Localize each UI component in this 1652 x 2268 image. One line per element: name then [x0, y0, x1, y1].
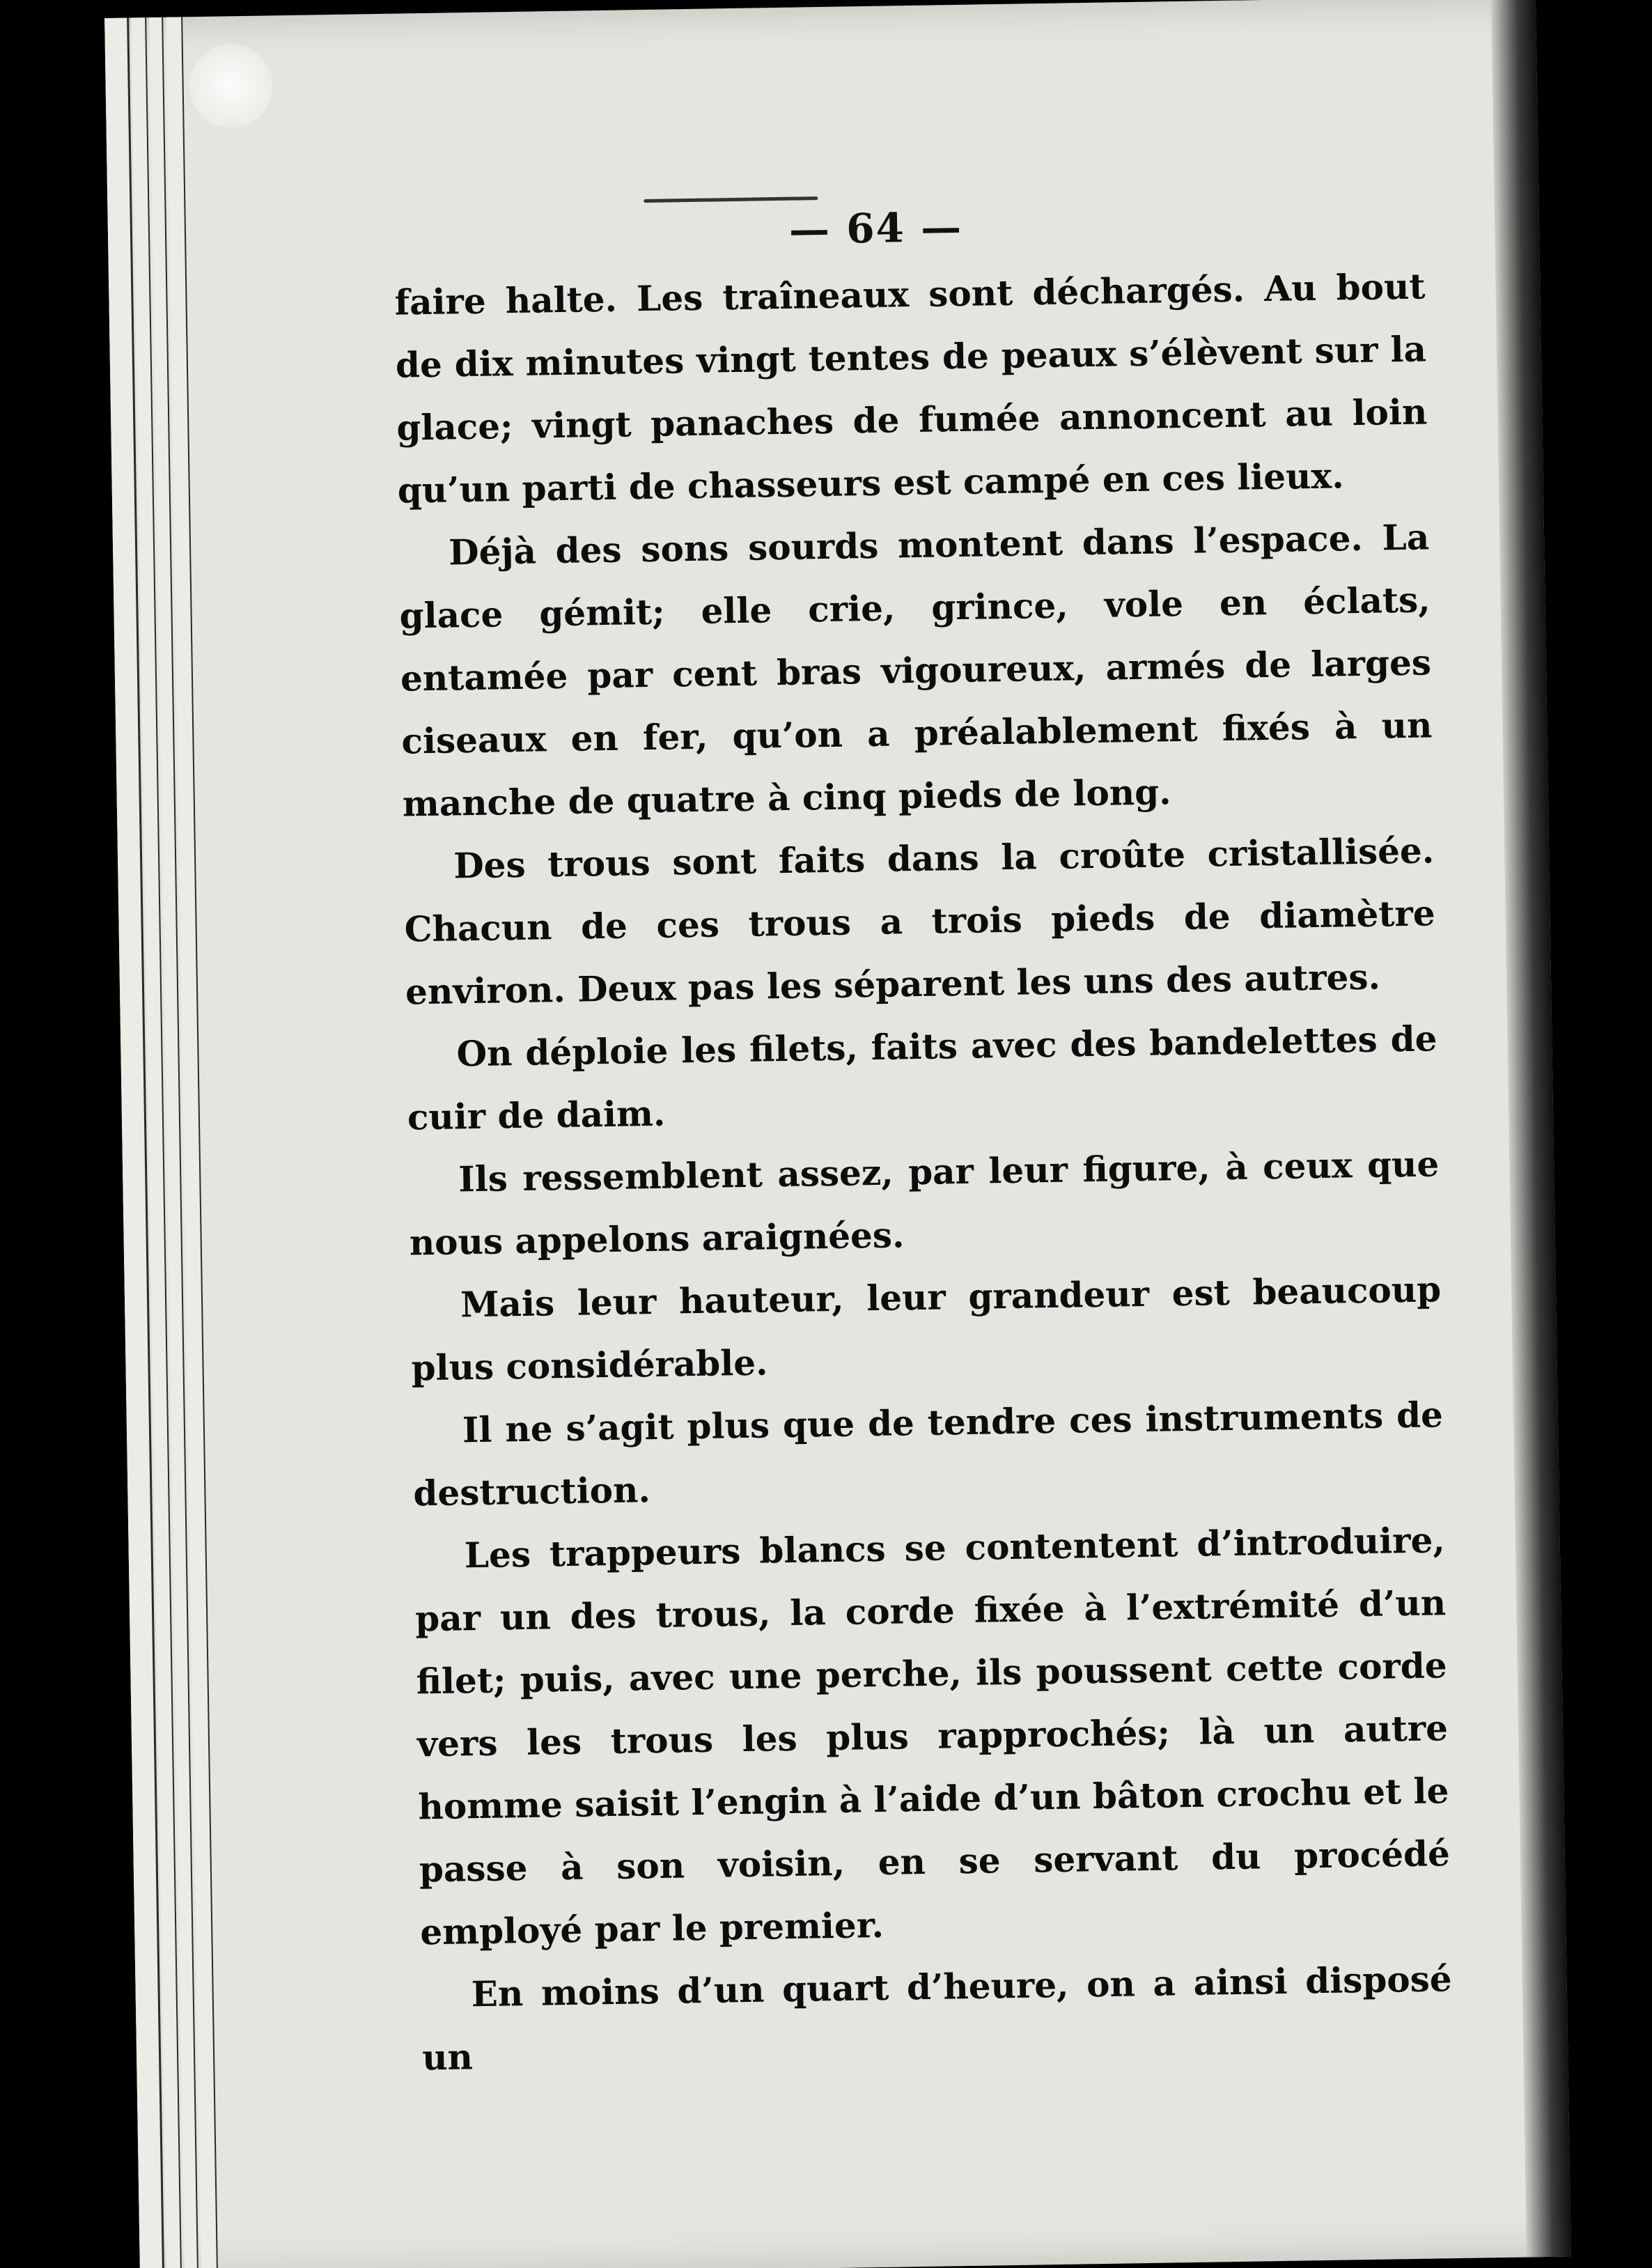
binding-shadow	[1491, 0, 1571, 2257]
paper-stain	[189, 43, 274, 128]
paragraph: Ils ressemblent assez, par leur figure, à ceux que nous appelons araignées.	[409, 1143, 1440, 1264]
book-page	[104, 0, 1571, 2268]
paragraph: On déploie les filets, faits avec des bandelettes de cuir de daim.	[407, 1018, 1437, 1138]
body-text	[394, 255, 1454, 2089]
paragraph: En moins d’un quart d’heure, on a ainsi disposé un	[421, 1958, 1453, 2079]
paragraph: Déjà des sons sourds montent dans l’espace. La glace gémit; elle crie, grince, vole en éclats, entamée par cent bras vigoureux, armés de larges ciseaux en fer, qu’on a préalablement fixés à un manche de quatre à cinq pieds de long.	[399, 516, 1433, 825]
paragraph: faire halte. Les traîneaux sont déchargés. Au bout de dix minutes vingt tentes de peaux s’élèvent sur la glace; vingt panaches de fumée annoncent au loin qu’un parti de chasseurs est campé en ces lieux.	[394, 265, 1428, 511]
paragraph: Des trous sont faits dans la croûte cristallisée. Chacun de ces trous a trois pieds de diamètre environ. Deux pas les séparent les uns des autres.	[404, 830, 1436, 1013]
paragraph: Mais leur hauteur, leur grandeur est beaucoup plus considérable.	[411, 1268, 1442, 1389]
paragraph: Les trappeurs blancs se contentent d’introduire, par un des trous, la corde fixée à l’extrémité d’un filet; puis, avec une perche, ils poussent cette corde vers les trous les plus rapprochés; là un autre homme saisit l’engin à l’aide d’un bâton crochu et le passe à son voisin, en se servant du procédé employé par le premier.	[414, 1519, 1451, 1953]
header-rule	[644, 196, 818, 203]
paragraph: Il ne s’agit plus que de tendre ces instruments de destruction.	[412, 1394, 1444, 1514]
page-number: — 64 —	[788, 203, 963, 254]
